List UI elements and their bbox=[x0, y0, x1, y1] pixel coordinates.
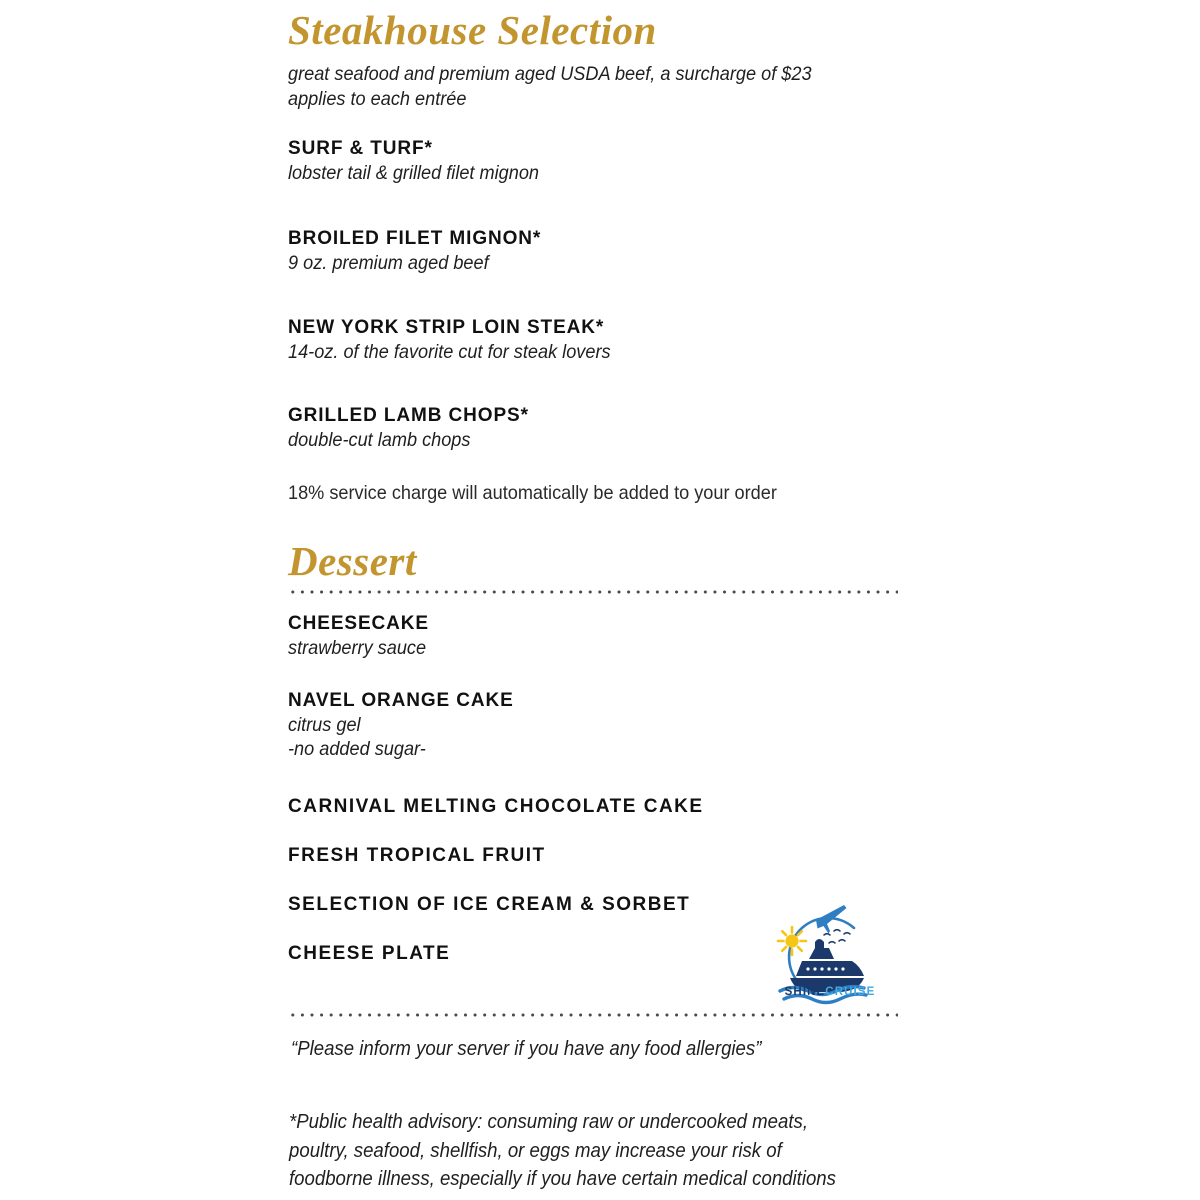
menu-item-description: 9 oz. premium aged beef bbox=[288, 252, 489, 274]
menu-item-name: BROILED FILET MIGNON* bbox=[288, 228, 542, 249]
menu-item-name: CARNIVAL MELTING CHOCOLATE CAKE bbox=[288, 796, 704, 817]
menu-item-carnival-melting-chocolate-cake bbox=[288, 795, 900, 819]
menu-item-description-secondary: -no added sugar- bbox=[288, 738, 426, 760]
menu-item-name: FRESH TROPICAL FRUIT bbox=[288, 845, 546, 866]
menu-item-description: lobster tail & grilled filet mignon bbox=[288, 162, 539, 184]
menu-item-surf-and-turf bbox=[288, 137, 900, 185]
logo-word-shine: SHINE bbox=[784, 986, 826, 998]
menu-item-name: NAVEL ORANGE CAKE bbox=[288, 690, 514, 711]
allergy-note: “Please inform your server if you have any food allergies” bbox=[291, 1038, 762, 1060]
shine-cruise-logo bbox=[772, 898, 882, 1006]
menu-item-grilled-lamb-chops bbox=[288, 404, 900, 452]
menu-item-new-york-strip-loin-steak bbox=[288, 316, 900, 364]
divider-footer bbox=[288, 1013, 898, 1017]
logo-word-cruise: CRUISE bbox=[825, 986, 876, 998]
menu-item-navel-orange-cake bbox=[288, 689, 900, 761]
menu-item-broiled-filet-mignon bbox=[288, 227, 900, 275]
menu-item-name: NEW YORK STRIP LOIN STEAK* bbox=[288, 317, 605, 338]
menu-item-name: CHEESE PLATE bbox=[288, 943, 451, 964]
cruise-ship-icon bbox=[790, 939, 864, 992]
service-charge-note: 18% service charge will automatically be added to your order bbox=[288, 482, 777, 504]
advisory-line-1: *Public health advisory: consuming raw or undercooked meats, bbox=[289, 1111, 809, 1133]
advisory-line-2: poultry, seafood, shellfish, or eggs may increase your risk of bbox=[289, 1139, 782, 1162]
section-intro-steakhouse: great seafood and premium aged USDA beef, a surcharge of $23 applies to each entrée bbox=[288, 63, 812, 110]
sun-icon bbox=[778, 927, 806, 955]
logo-wordmark bbox=[778, 986, 882, 998]
section-heading-dessert: Dessert bbox=[288, 538, 417, 584]
menu-item-description: citrus gel bbox=[288, 714, 361, 736]
divider-dessert bbox=[288, 590, 898, 594]
menu-item-name: SURF & TURF* bbox=[288, 138, 433, 159]
advisory-line-3: foodborne illness, especially if you have certain medical conditions bbox=[289, 1168, 836, 1190]
menu-item-name: GRILLED LAMB CHOPS* bbox=[288, 405, 529, 426]
menu-item-cheesecake bbox=[288, 612, 900, 660]
menu-item-name: CHEESECAKE bbox=[288, 613, 429, 634]
public-health-advisory bbox=[289, 1108, 903, 1194]
menu-item-description: 14-oz. of the favorite cut for steak lovers bbox=[288, 341, 611, 363]
menu-item-fresh-tropical-fruit bbox=[288, 844, 900, 868]
menu-item-description: strawberry sauce bbox=[288, 637, 427, 659]
section-heading-steakhouse: Steakhouse Selection bbox=[288, 7, 657, 53]
menu-item-description: double-cut lamb chops bbox=[288, 429, 471, 451]
menu-item-name: SELECTION OF ICE CREAM & SORBET bbox=[288, 894, 691, 915]
